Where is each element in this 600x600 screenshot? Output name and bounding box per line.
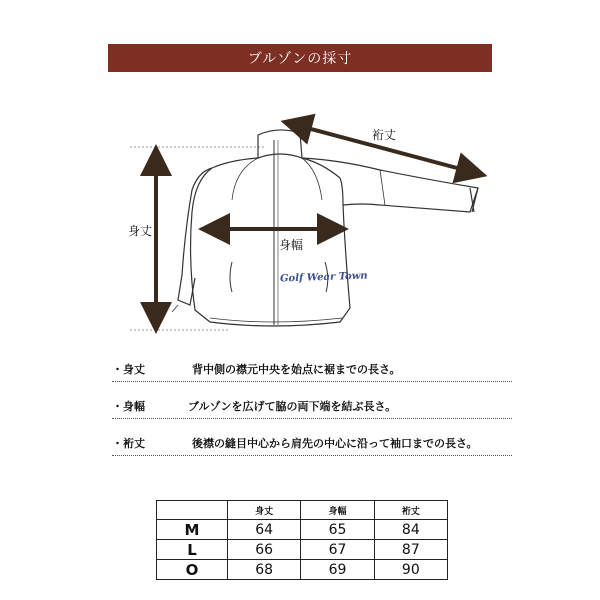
description-row	[112, 398, 512, 419]
description-term: ・身丈	[112, 363, 145, 376]
description-row	[112, 361, 512, 382]
table-header-cell: 裄丈	[374, 501, 447, 520]
description-term: ・裄丈	[112, 437, 145, 450]
width-label: 身幅	[279, 238, 304, 252]
description-text: ブルゾンを広げて脇の両下端を結ぶ長さ。	[188, 400, 397, 413]
size-cell: L	[157, 540, 228, 560]
description-text: 後襟の縫目中心から肩先の中心に沿って袖口までの長さ。	[192, 437, 478, 450]
description-row	[112, 435, 512, 456]
length-cell: 64	[228, 520, 301, 540]
description-text: 背中側の襟元中央を始点に裾までの長さ。	[192, 363, 401, 376]
sleeve-label: 裄丈	[372, 128, 397, 142]
measurement-arrows	[156, 125, 472, 318]
size-cell: M	[157, 520, 228, 540]
table-row	[157, 560, 448, 580]
length-cell: 66	[228, 540, 301, 560]
table-header-row	[157, 501, 448, 520]
sleeve-cell: 87	[374, 540, 447, 560]
width-cell: 69	[301, 560, 374, 580]
table-row	[157, 540, 448, 560]
size-cell: O	[157, 560, 228, 580]
length-cell: 68	[228, 560, 301, 580]
watermark-text: Golf Wear Town	[279, 270, 368, 285]
table-header-cell: 身丈	[228, 501, 301, 520]
table-header-cell	[157, 501, 228, 520]
table-header-cell: 身幅	[301, 501, 374, 520]
width-cell: 65	[301, 520, 374, 540]
width-cell: 67	[301, 540, 374, 560]
sleeve-cell: 90	[374, 560, 447, 580]
length-label: 身丈	[128, 224, 153, 238]
sleeve-cell: 84	[374, 520, 447, 540]
table-row	[157, 520, 448, 540]
description-term: ・身幅	[112, 400, 145, 413]
size-table	[156, 500, 448, 580]
page-title: ブルゾンの採寸	[108, 44, 492, 72]
